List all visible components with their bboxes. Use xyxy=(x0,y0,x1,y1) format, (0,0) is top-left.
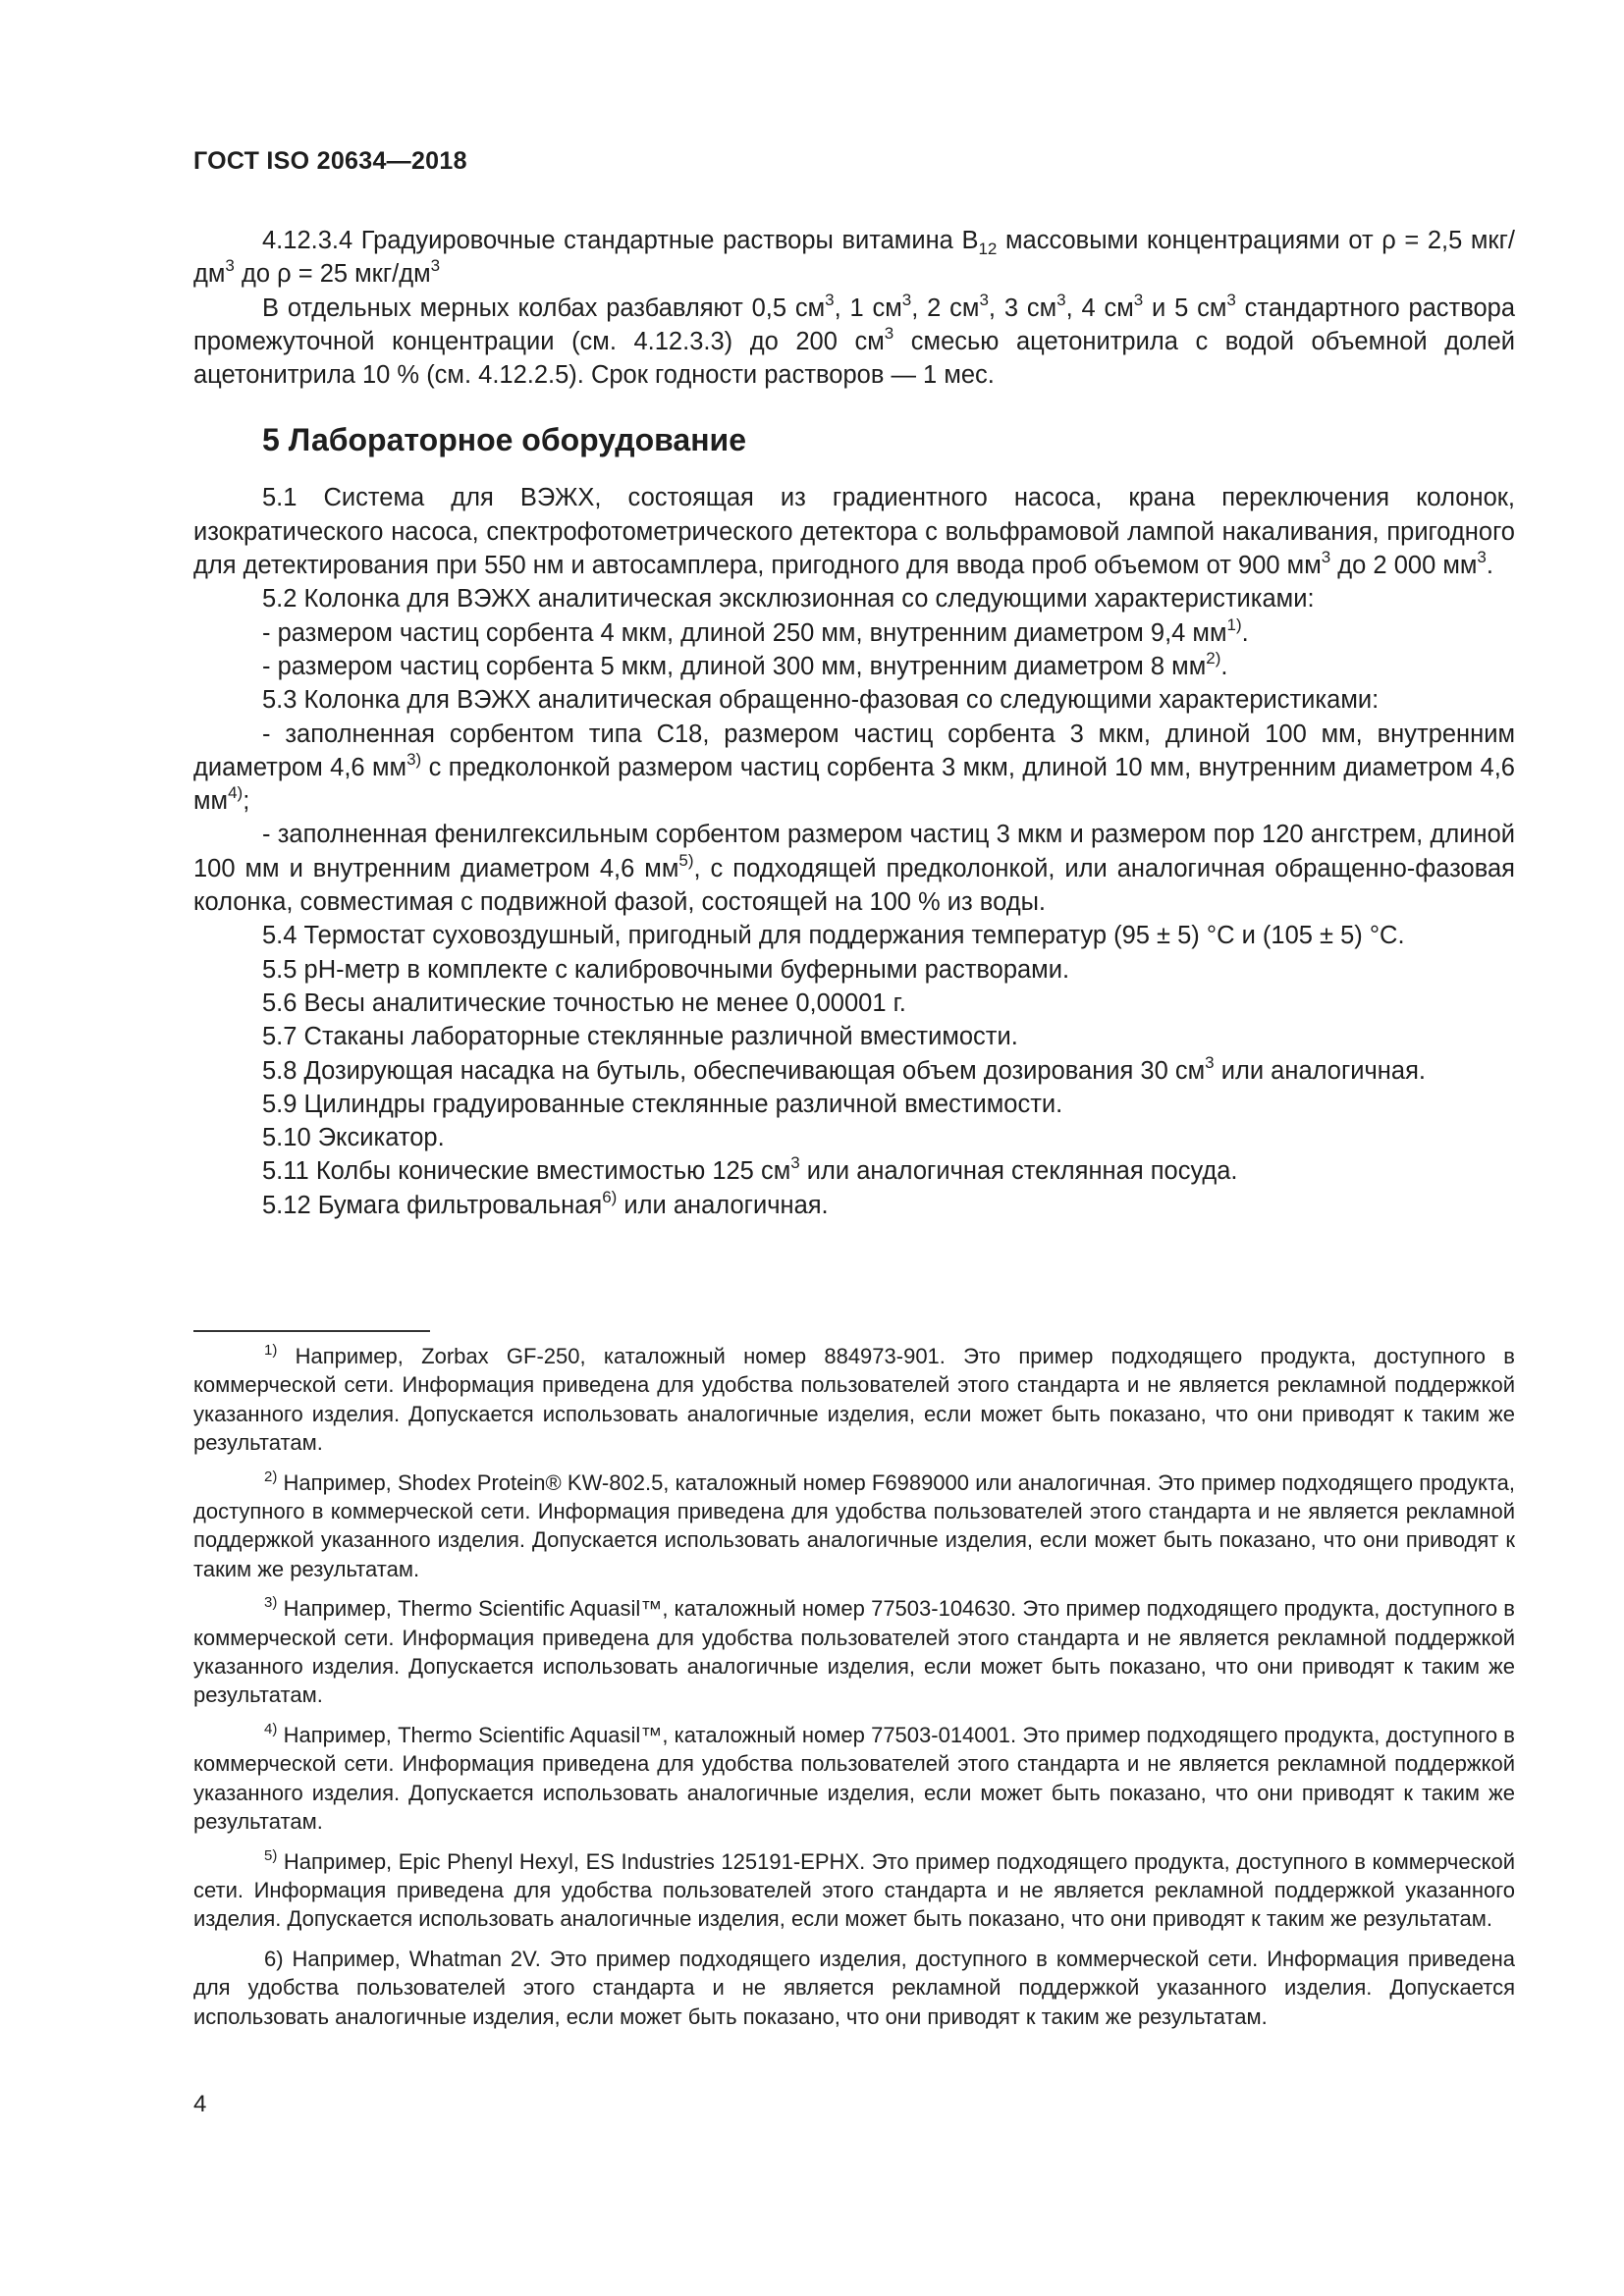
item-5-12: 5.12 Бумага фильтровальная$^{6)}$ или аналогичная. xyxy=(262,1187,829,1219)
item-5-7: 5.7 Стаканы лабораторные стеклянные различной вместимости. xyxy=(262,1023,1018,1051)
footnote-2: $^{2)}$ Например, Shodex Protein® KW-802.5, каталожный номер F6989000 или аналогичная. Это пример подходящего продукта, доступного в коммерческой сети. Информация приведена для удобства пользователей этого стандарта и не является рекламной поддержкой указанного изделия. Допускается использовать аналогичные изделия, если может быть показано, что они приводят к таким же результатам. xyxy=(193,1468,1515,1581)
item-5-4: 5.4 Термостат суховоздушный, пригодный для поддержания температур (95 ± 5) °С и (105 ± 5) °С. xyxy=(262,922,1405,950)
item-5-2: 5.2 Колонка для ВЭЖХ аналитическая эксклюзионная со следующими характеристиками: xyxy=(262,585,1315,614)
item-5-3-dash-2: - заполненная фенилгексильным сорбентом размером частиц 3 мкм и размером пор 120 ангстрем, длиной 100 мм и внутренним диаметром 4,6 $мм^{5)}$, с подходящей предколонкой, или аналогичная обращенно-фазовая колонка, совместимая с подвижной фазой, состоящей на 100 % из воды. xyxy=(193,821,1515,917)
item-5-3: 5.3 Колонка для ВЭЖХ аналитическая обращенно-фазовая со следующими характеристиками: xyxy=(262,686,1380,715)
item-5-10: 5.10 Эксикатор. xyxy=(262,1124,445,1152)
footnote-3: $^{3)}$ Например, Thermo Scientific Aquasil™, каталожный номер 77503-104630. Это пример подходящего продукта, доступного в коммерческой сети. Информация приведена для удобства пользователей этого стандарта и не является рекламной поддержкой указанного изделия. Допускается использовать аналогичные изделия, если может быть показано, что они приводят к таким же результатам. xyxy=(193,1594,1515,1708)
paragraph-dilution: В отдельных мерных колбах разбавляют 0,5 $см^3$, 1 $см^3$, 2 $см^3$, 3 $см^3$, 4 $см^3$ и 5 $см^3$ стандартного раствора промежуточной концентрации (см. 4.12.3.3) до 200 $см^3$ смесью ацетонитрила с водой объемной долей ацетонитрила 10 % (см. 4.12.2.5). Срок годности растворов — 1 мес. xyxy=(193,290,1516,390)
footnotes xyxy=(193,1342,1515,2043)
section-heading: 5 Лабораторное оборудование xyxy=(262,422,746,458)
footnote-4: $^{4)}$ Например, Thermo Scientific Aquasil™, каталожный номер 77503-014001. Это пример подходящего продукта, доступного в коммерческой сети. Информация приведена для удобства пользователей этого стандарта и не является рекламной поддержкой указанного изделия. Допускается использовать аналогичные изделия, если может быть показано, что они приводят к таким же результатам. xyxy=(193,1721,1515,1834)
footnote-separator xyxy=(193,1330,430,1332)
item-5-5: 5.5 рН-метр в комплекте с калибровочными буферными растворами. xyxy=(262,955,1070,984)
item-5-6: 5.6 Весы аналитические точностью не менее 0,00001 г. xyxy=(262,988,906,1017)
item-5-3-dash-1: - заполненная сорбентом типа С18, размером частиц сорбента 3 мкм, длиной 100 мм, внутренним диаметром 4,6 $мм^{3)}$ с предколонкой размером частиц сорбента 3 мкм, длиной 10 мм, внутренним диаметром 4,6 $мм^{4)}$; xyxy=(193,720,1515,816)
item-5-11: 5.11 Колбы конические вместимостью 125 $см^3$ или аналогичная стеклянная посуда. xyxy=(262,1153,1238,1186)
item-5-8: 5.8 Дозирующая насадка на бутыль, обеспечивающая объем дозирования 30 $см^3$ или аналогичная. xyxy=(262,1052,1426,1085)
page-number: 4 xyxy=(193,2091,207,2117)
footnote-5: $^{5)}$ Например, Epic Phenyl Hexyl, ES Industries 125191-EPHX. Это пример подходящего продукта, доступного в коммерческой сети. Информация приведена для удобства пользователей этого стандарта и не является рекламной поддержкой указанного изделия. Допускается использовать аналогичные изделия, если может быть показано, что они приводят к таким же результатам. xyxy=(193,1846,1515,1932)
footnote-6: 6) Например, Whatman 2V. Это пример подходящего изделия, доступного в коммерческой сети. Информация приведена для удобства пользователей этого стандарта и не является рекламной поддержкой указанного изделия. Допускается использовать аналогичные изделия, если может быть показано, что они приводят к таким же результатам. xyxy=(193,1947,1515,2029)
item-5-2-dash-2: - размером частиц сорбента 5 мкм, длиной 300 мм, внутренним диаметром 8 $мм^{2)}$. xyxy=(262,648,1228,680)
item-5-1: 5.1 Система для ВЭЖХ, состоящая из градиентного насоса, крана переключения колонок, изократического насоса, спектрофотометрического детектора с вольфрамовой лампой накаливания, пригодного для детектирования при 550 нм и автосамплера, пригодного для ввода проб объемом от 900 $мм^3$ до 2 000 $мм^3$. xyxy=(193,484,1515,580)
item-5-9: 5.9 Цилиндры градуированные стеклянные различной вместимости. xyxy=(262,1090,1063,1118)
item-5-2-dash-1: - размером частиц сорбента 4 мкм, длиной 250 мм, внутренним диаметром 9,4 $мм^{1)}$. xyxy=(262,614,1249,647)
footnote-1: $^{1)}$ Например, Zorbax GF-250, каталожный номер 884973-901. Это пример подходящего продукта, доступного в коммерческой сети. Информация приведена для удобства пользователей этого стандарта и не является рекламной поддержкой указанного изделия. Допускается использовать аналогичные изделия, если может быть показано, что они приводят к таким же результатам. xyxy=(193,1342,1515,1455)
paragraph-4-12-3-4: 4.12.3.4 Градуировочные стандартные растворы витамина $В_{12}$ массовыми концентрациями от ρ = 2,5 мкг/$дм^3$ до ρ = 25 мкг/$дм^3$ xyxy=(193,227,1515,289)
main-text xyxy=(193,224,1515,1222)
document-header-title: ГОСТ ISO 20634—2018 xyxy=(193,147,467,175)
